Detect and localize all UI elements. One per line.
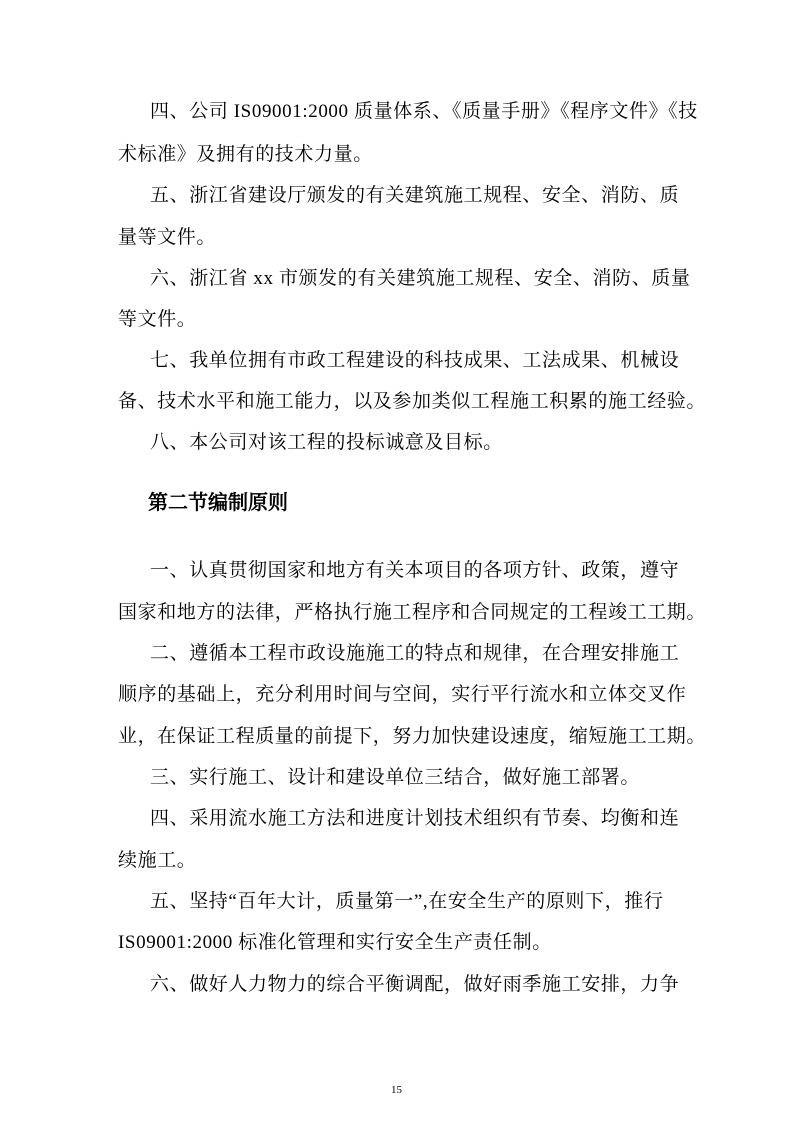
paragraph-line: 顺序的基础上，充分利用时间与空间，实行平行流水和立体交叉作 bbox=[118, 684, 687, 705]
paragraph-line: 等文件。 bbox=[118, 309, 197, 330]
paragraph-line: 七、我单位拥有市政工程建设的科技成果、工法成果、机械设 bbox=[150, 350, 680, 371]
paragraph-line: 术标准》及拥有的技术力量。 bbox=[118, 144, 373, 165]
paragraph-line: 四、采用流水施工方法和进度计划技术组织有节奏、均衡和连 bbox=[150, 808, 680, 829]
paragraph-line: IS09001:2000 标准化管理和实行安全生产责任制。 bbox=[118, 932, 552, 953]
page-number: 15 bbox=[391, 1084, 402, 1096]
paragraph-line: 五、坚持“百年大计，质量第一”,在安全生产的原则下，推行 bbox=[150, 891, 664, 912]
paragraph-line: 六、浙江省 xx 市颁发的有关建筑施工规程、安全、消防、质量 bbox=[150, 268, 691, 289]
paragraph-line: 六、做好人力物力的综合平衡调配，做好雨季施工安排，力争 bbox=[150, 974, 680, 995]
paragraph-line: 备、技术水平和施工能力，以及参加类似工程施工积累的施工经验。 bbox=[118, 391, 707, 412]
paragraph-line: 国家和地方的法律，严格执行施工程序和合同规定的工程竣工工期。 bbox=[118, 602, 707, 623]
paragraph-line: 四、公司 IS09001:2000 质量体系、《质量手册》《程序文件》《技 bbox=[150, 101, 698, 122]
paragraph-line: 业，在保证工程质量的前提下，努力加快建设速度，缩短施工工期。 bbox=[118, 726, 707, 747]
paragraph-line: 一、认真贯彻国家和地方有关本项目的各项方针、政策，遵守 bbox=[150, 560, 680, 581]
paragraph-line: 三、实行施工、设计和建设单位三结合，做好施工部署。 bbox=[150, 767, 641, 788]
paragraph-line: 量等文件。 bbox=[118, 227, 217, 248]
paragraph-line: 续施工。 bbox=[118, 850, 197, 871]
paragraph-line: 八、本公司对该工程的投标诚意及目标。 bbox=[150, 432, 503, 453]
section-heading: 第二节编制原则 bbox=[148, 492, 288, 514]
paragraph-line: 二、遵循本工程市政设施施工的特点和规律，在合理安排施工 bbox=[150, 643, 680, 664]
paragraph-line: 五、浙江省建设厅颁发的有关建筑施工规程、安全、消防、质 bbox=[150, 185, 680, 206]
